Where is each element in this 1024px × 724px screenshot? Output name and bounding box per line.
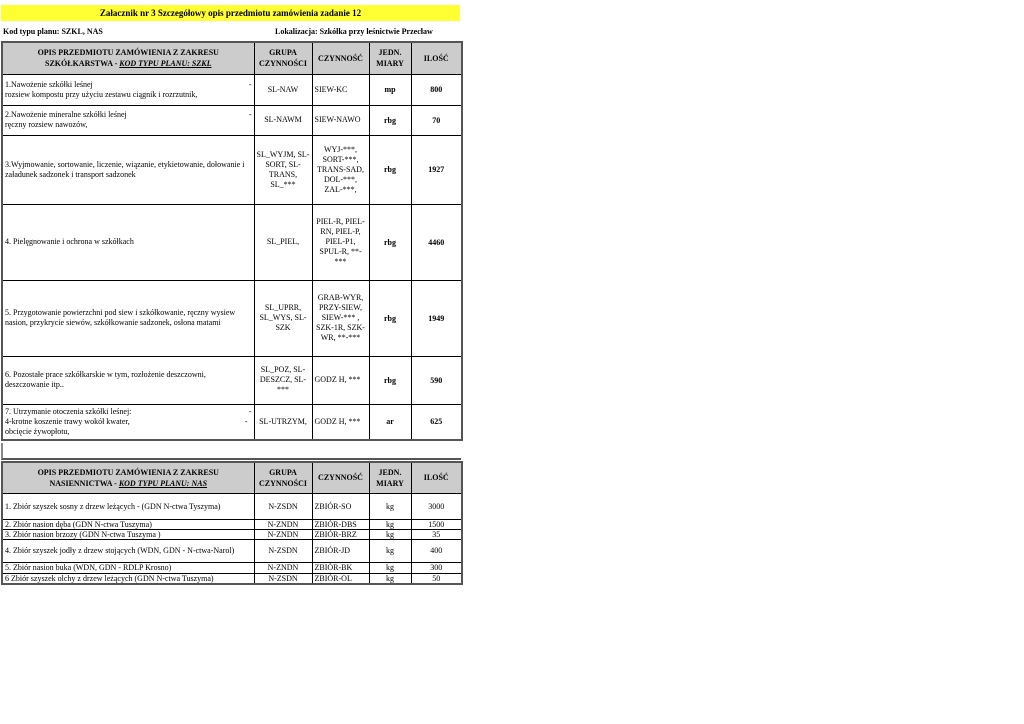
row-description: 4. Zbiór szyszek jodły z drzew stojących (WDN, GDN - N-ctwa-Narol) <box>2 539 254 562</box>
table-row <box>2 280 462 356</box>
row-description: 5. Przygotowanie powierzchni pod siew i szkółkowanie, ręczny wysiew nasion, przykrycie siewów, szkółkowanie sadzonek, osłona matami <box>2 280 254 356</box>
table-row <box>2 135 462 204</box>
row-description: 7. Utrzymanie otoczenia szkółki leśnej: - 4-krotne koszenie trawy wokół kwater, - obcięcie żywopłotu, <box>2 404 254 440</box>
row-quantity: 1927 <box>411 135 462 204</box>
table-header-row <box>2 42 462 74</box>
row-group: N-ZNDN <box>254 562 312 573</box>
header-quantity: ILOŚĆ <box>411 42 462 74</box>
row-quantity: 3000 <box>411 493 462 519</box>
table-row <box>2 493 462 519</box>
row-description: 6. Pozostałe prace szkółkarskie w tym, rozłożenie deszczowni, deszczowanie itp.. <box>2 356 254 404</box>
header-group: GRUPA CZYNNOŚCI <box>254 42 312 74</box>
row-unit: mp <box>369 74 411 105</box>
row-activity: GRAB-WYR, PRZY-SIEW, SIEW-*** , SZK-1R, SZK-WR, **-*** <box>312 280 369 356</box>
row-activity: GODZ H, *** <box>312 404 369 440</box>
header-activity: CZYNNOŚĆ <box>312 42 369 74</box>
table-row <box>2 105 462 135</box>
header-unit: JEDN. MIARY <box>369 42 411 74</box>
document-title: Załacznik nr 3 Szczegółowy opis przedmiotu zamówienia zadanie 12 <box>1 5 460 21</box>
table-row <box>2 573 462 584</box>
row-activity: ZBIÓR-SO <box>312 493 369 519</box>
row-unit: kg <box>369 519 411 529</box>
header-description: OPIS PRZEDMIOTU ZAMÓWIENIA Z ZAKRESU NASIENNICTWA - KOD TYPU PLANU: NAS <box>2 462 254 493</box>
row-unit: rbg <box>369 204 411 280</box>
row-group: SL_PIEL, <box>254 204 312 280</box>
row-group: N-ZSDN <box>254 539 312 562</box>
row-activity: WYJ-***, SORT-***, TRANS-SAD, DOL-***, ZAL-***, <box>312 135 369 204</box>
table-row <box>2 204 462 280</box>
row-activity: SIEW-NAWO <box>312 105 369 135</box>
row-activity: GODZ H, *** <box>312 356 369 404</box>
row-activity: PIEL-R, PIEL-RN, PIEL-P, PIEL-P1, SPUL-R, **-*** <box>312 204 369 280</box>
row-activity: SIEW-KC <box>312 74 369 105</box>
table-row <box>2 356 462 404</box>
row-group: N-ZNDN <box>254 529 312 539</box>
row-quantity: 4460 <box>411 204 462 280</box>
row-quantity: 50 <box>411 573 462 584</box>
row-group: SL_UPRR, SL_WYS, SL-SZK <box>254 280 312 356</box>
row-quantity: 625 <box>411 404 462 440</box>
row-unit: kg <box>369 562 411 573</box>
row-activity: ZBIÓR-BK <box>312 562 369 573</box>
row-group: SL_POZ, SL-DESZCZ, SL-*** <box>254 356 312 404</box>
row-quantity: 300 <box>411 562 462 573</box>
row-group: N-ZNDN <box>254 519 312 529</box>
row-description: 1.Nawożenie szkółki leśnej - rozsiew kompostu przy użyciu zestawu ciągnik i rozrzutnik, <box>2 74 254 105</box>
row-group: SL-NAW <box>254 74 312 105</box>
row-description: 2.Nawożenie mineralne szkółki leśnej - ręczny rozsiew nawozów, <box>2 105 254 135</box>
row-activity: ZBIÓR-OL <box>312 573 369 584</box>
table-row <box>2 74 462 105</box>
row-group: SL-UTRZYM, <box>254 404 312 440</box>
row-quantity: 1500 <box>411 519 462 529</box>
table-row <box>2 562 462 573</box>
row-activity: ZBIÓR-JD <box>312 539 369 562</box>
row-quantity: 800 <box>411 74 462 105</box>
header-description: OPIS PRZEDMIOTU ZAMÓWIENIA Z ZAKRESU SZKÓŁKARSTWA - KOD TYPU PLANU: SZKL <box>2 42 254 74</box>
row-unit: kg <box>369 529 411 539</box>
row-description: 3.Wyjmowanie, sortowanie, liczenie, wiązanie, etykietowanie, dołowanie i załadunek sadzonek i transport sadzonek <box>2 135 254 204</box>
row-description: 1. Zbiór szyszek sosny z drzew leżących - (GDN N-ctwa Tyszyma) <box>2 493 254 519</box>
row-unit: kg <box>369 539 411 562</box>
row-quantity: 70 <box>411 105 462 135</box>
row-unit: rbg <box>369 105 411 135</box>
row-unit: kg <box>369 493 411 519</box>
row-activity: ZBIÓR-BRZ <box>312 529 369 539</box>
row-quantity: 35 <box>411 529 462 539</box>
row-group: N-ZSDN <box>254 573 312 584</box>
row-group: SL_WYJM, SL-SORT, SL-TRANS, SL_*** <box>254 135 312 204</box>
table-separator <box>1 443 461 460</box>
row-group: N-ZSDN <box>254 493 312 519</box>
table-row <box>2 529 462 539</box>
header-unit: JEDN. MIARY <box>369 462 411 493</box>
row-description: 6 Zbiór szyszek olchy z drzew leżących (GDN N-ctwa Tuszyma) <box>2 573 254 584</box>
seed-table <box>1 461 463 585</box>
row-description: 2. Zbiór nasion dęba (GDN N-ctwa Tuszyma) <box>2 519 254 529</box>
header-activity: CZYNNOŚĆ <box>312 462 369 493</box>
row-quantity: 400 <box>411 539 462 562</box>
row-unit: ar <box>369 404 411 440</box>
header-group: GRUPA CZYNNOŚCI <box>254 462 312 493</box>
header-quantity: ILOŚĆ <box>411 462 462 493</box>
row-unit: rbg <box>369 135 411 204</box>
row-activity: ZBIÓR-DBS <box>312 519 369 529</box>
row-description: 5. Zbiór nasion buka (WDN, GDN - RDLP Krosno) <box>2 562 254 573</box>
row-unit: rbg <box>369 280 411 356</box>
row-group: SL-NAWM <box>254 105 312 135</box>
table-row <box>2 404 462 440</box>
row-description: 3. Zbiór nasion brzozy (GDN N-ctwa Tuszyma ) <box>2 529 254 539</box>
location-label: Lokalizacja: Szkółka przy leśnictwie Przecław <box>275 27 433 36</box>
table-row <box>2 519 462 529</box>
table-header-row <box>2 462 462 493</box>
nursery-table <box>1 41 463 441</box>
plan-code-label: Kod typu planu: SZKL, NAS <box>3 27 103 36</box>
row-unit: rbg <box>369 356 411 404</box>
row-quantity: 590 <box>411 356 462 404</box>
row-description: 4. Pielęgnowanie i ochrona w szkółkach <box>2 204 254 280</box>
table-row <box>2 539 462 562</box>
row-quantity: 1949 <box>411 280 462 356</box>
row-unit: kg <box>369 573 411 584</box>
